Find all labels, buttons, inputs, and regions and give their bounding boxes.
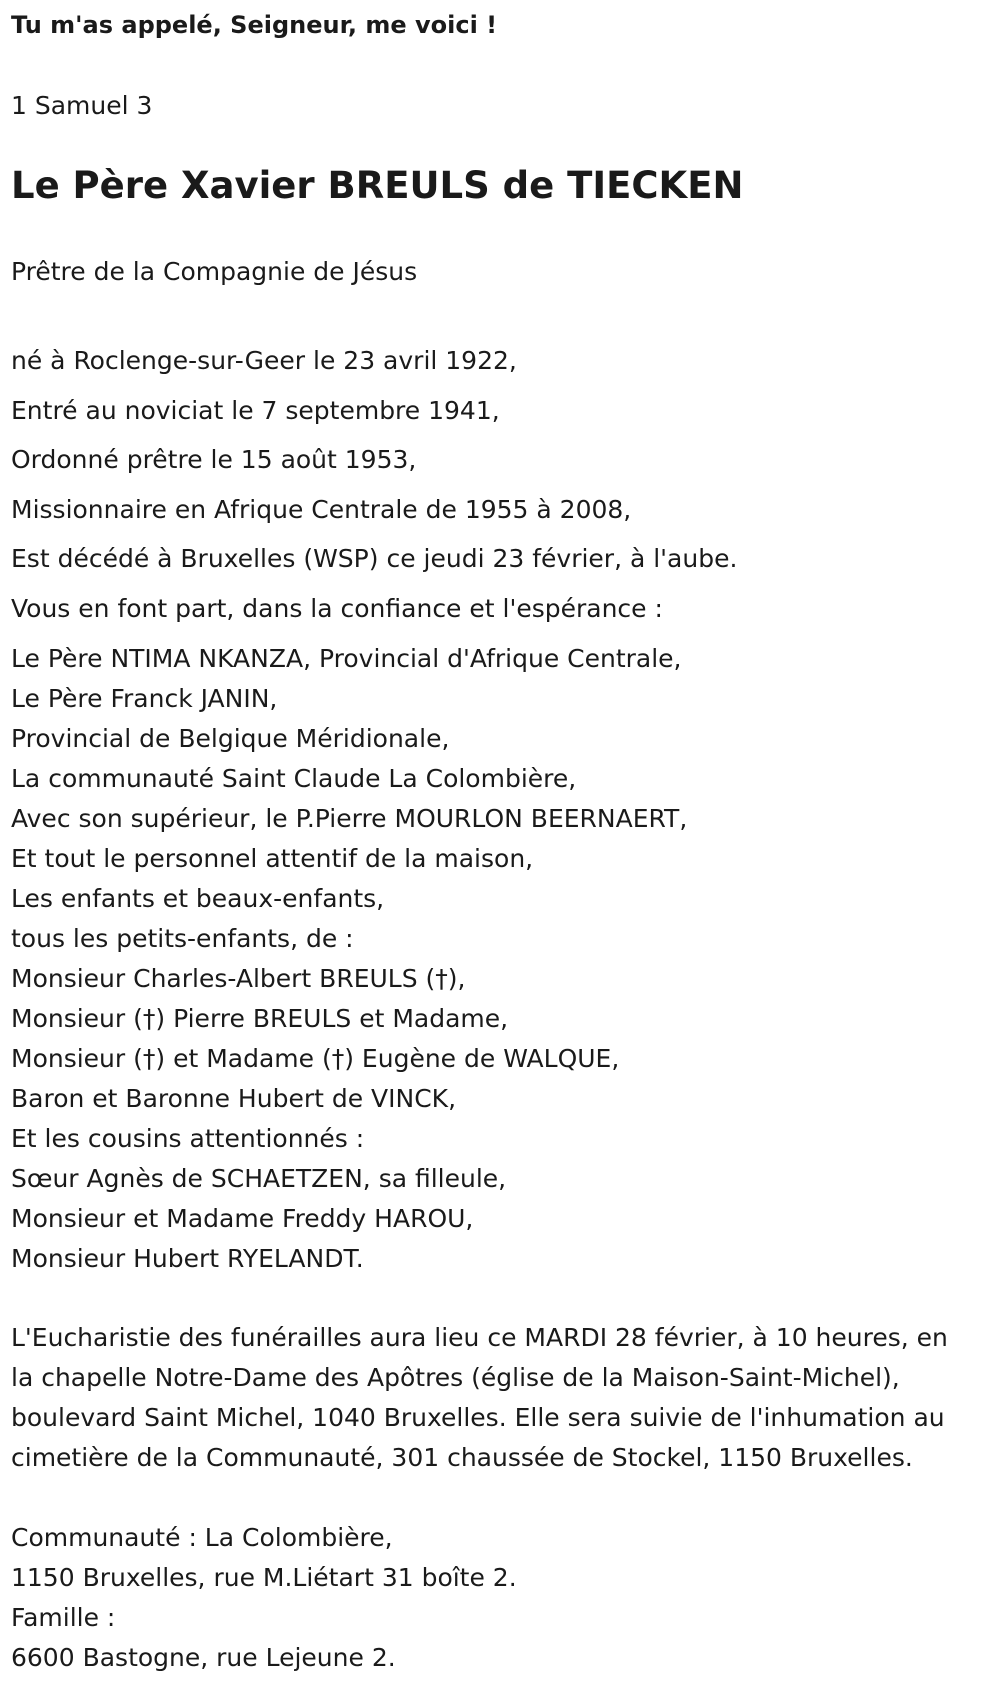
- address-line: 6600 Bastogne, rue Lejeune 2.: [11, 1643, 396, 1672]
- bio-line: Missionnaire en Afrique Centrale de 1955 à 2008,: [11, 494, 632, 524]
- bio-line: Ordonné prêtre le 15 août 1953,: [11, 445, 417, 474]
- announcer-line: Monsieur (†) Pierre BREULS et Madame,: [11, 1004, 509, 1033]
- announcer-line: Le Père Franck JANIN,: [11, 684, 278, 713]
- deceased-name: Le Père Xavier BREULS de TIECKEN: [11, 164, 744, 207]
- announcer-line: tous les petits-enfants, de :: [11, 924, 354, 953]
- announcer-line: Monsieur et Madame Freddy HAROU,: [11, 1204, 474, 1233]
- address-line: Communauté : La Colombière,: [11, 1523, 393, 1552]
- deceased-role: Prêtre de la Compagnie de Jésus: [11, 257, 418, 286]
- funeral-line: boulevard Saint Michel, 1040 Bruxelles. Elle sera suivie de l'inhumation au: [11, 1403, 945, 1432]
- scripture-reference: 1 Samuel 3: [11, 91, 153, 120]
- announcer-line: Avec son supérieur, le P.Pierre MOURLON BEERNAERT,: [11, 804, 688, 833]
- address-line: Famille :: [11, 1603, 116, 1632]
- funeral-line: L'Eucharistie des funérailles aura lieu ce MARDI 28 février, à 10 heures, en: [11, 1323, 948, 1352]
- announcer-line: Sœur Agnès de SCHAETZEN, sa filleule,: [11, 1164, 507, 1193]
- announcer-line: Et les cousins attentionnés :: [11, 1124, 365, 1153]
- funeral-line: la chapelle Notre-Dame des Apôtres (église de la Maison-Saint-Michel),: [11, 1363, 900, 1392]
- announcer-line: Provincial de Belgique Méridionale,: [11, 724, 450, 753]
- announcer-line: Monsieur Hubert RYELANDT.: [11, 1244, 364, 1273]
- epigraph: Tu m'as appelé, Seigneur, me voici !: [11, 11, 498, 39]
- announcer-line: Et tout le personnel attentif de la maison,: [11, 844, 534, 873]
- bio-line: Vous en font part, dans la confiance et l'espérance :: [11, 593, 663, 623]
- bio-line: Est décédé à Bruxelles (WSP) ce jeudi 23 février, à l'aube.: [11, 544, 738, 573]
- funeral-details: [11, 1318, 996, 1478]
- announcer-line: Les enfants et beaux-enfants,: [11, 884, 385, 913]
- announcer-line: Monsieur Charles-Albert BREULS (†),: [11, 964, 466, 993]
- contact-addresses: [11, 1518, 517, 1678]
- address-line: 1150 Bruxelles, rue M.Liétart 31 boîte 2.: [11, 1563, 517, 1592]
- announcers-list: [11, 639, 687, 1279]
- funeral-line: cimetière de la Communauté, 301 chaussée de Stockel, 1150 Bruxelles.: [11, 1443, 913, 1472]
- bio-line: Entré au noviciat le 7 septembre 1941,: [11, 395, 500, 425]
- announcer-line: La communauté Saint Claude La Colombière,: [11, 764, 577, 793]
- bio-line: né à Roclenge-sur-Geer le 23 avril 1922,: [11, 346, 517, 375]
- announcer-line: Le Père NTIMA NKANZA, Provincial d'Afrique Centrale,: [11, 644, 682, 673]
- biography: [11, 336, 737, 633]
- announcer-line: Monsieur (†) et Madame (†) Eugène de WALQUE,: [11, 1044, 620, 1073]
- announcer-line: Baron et Baronne Hubert de VINCK,: [11, 1084, 457, 1113]
